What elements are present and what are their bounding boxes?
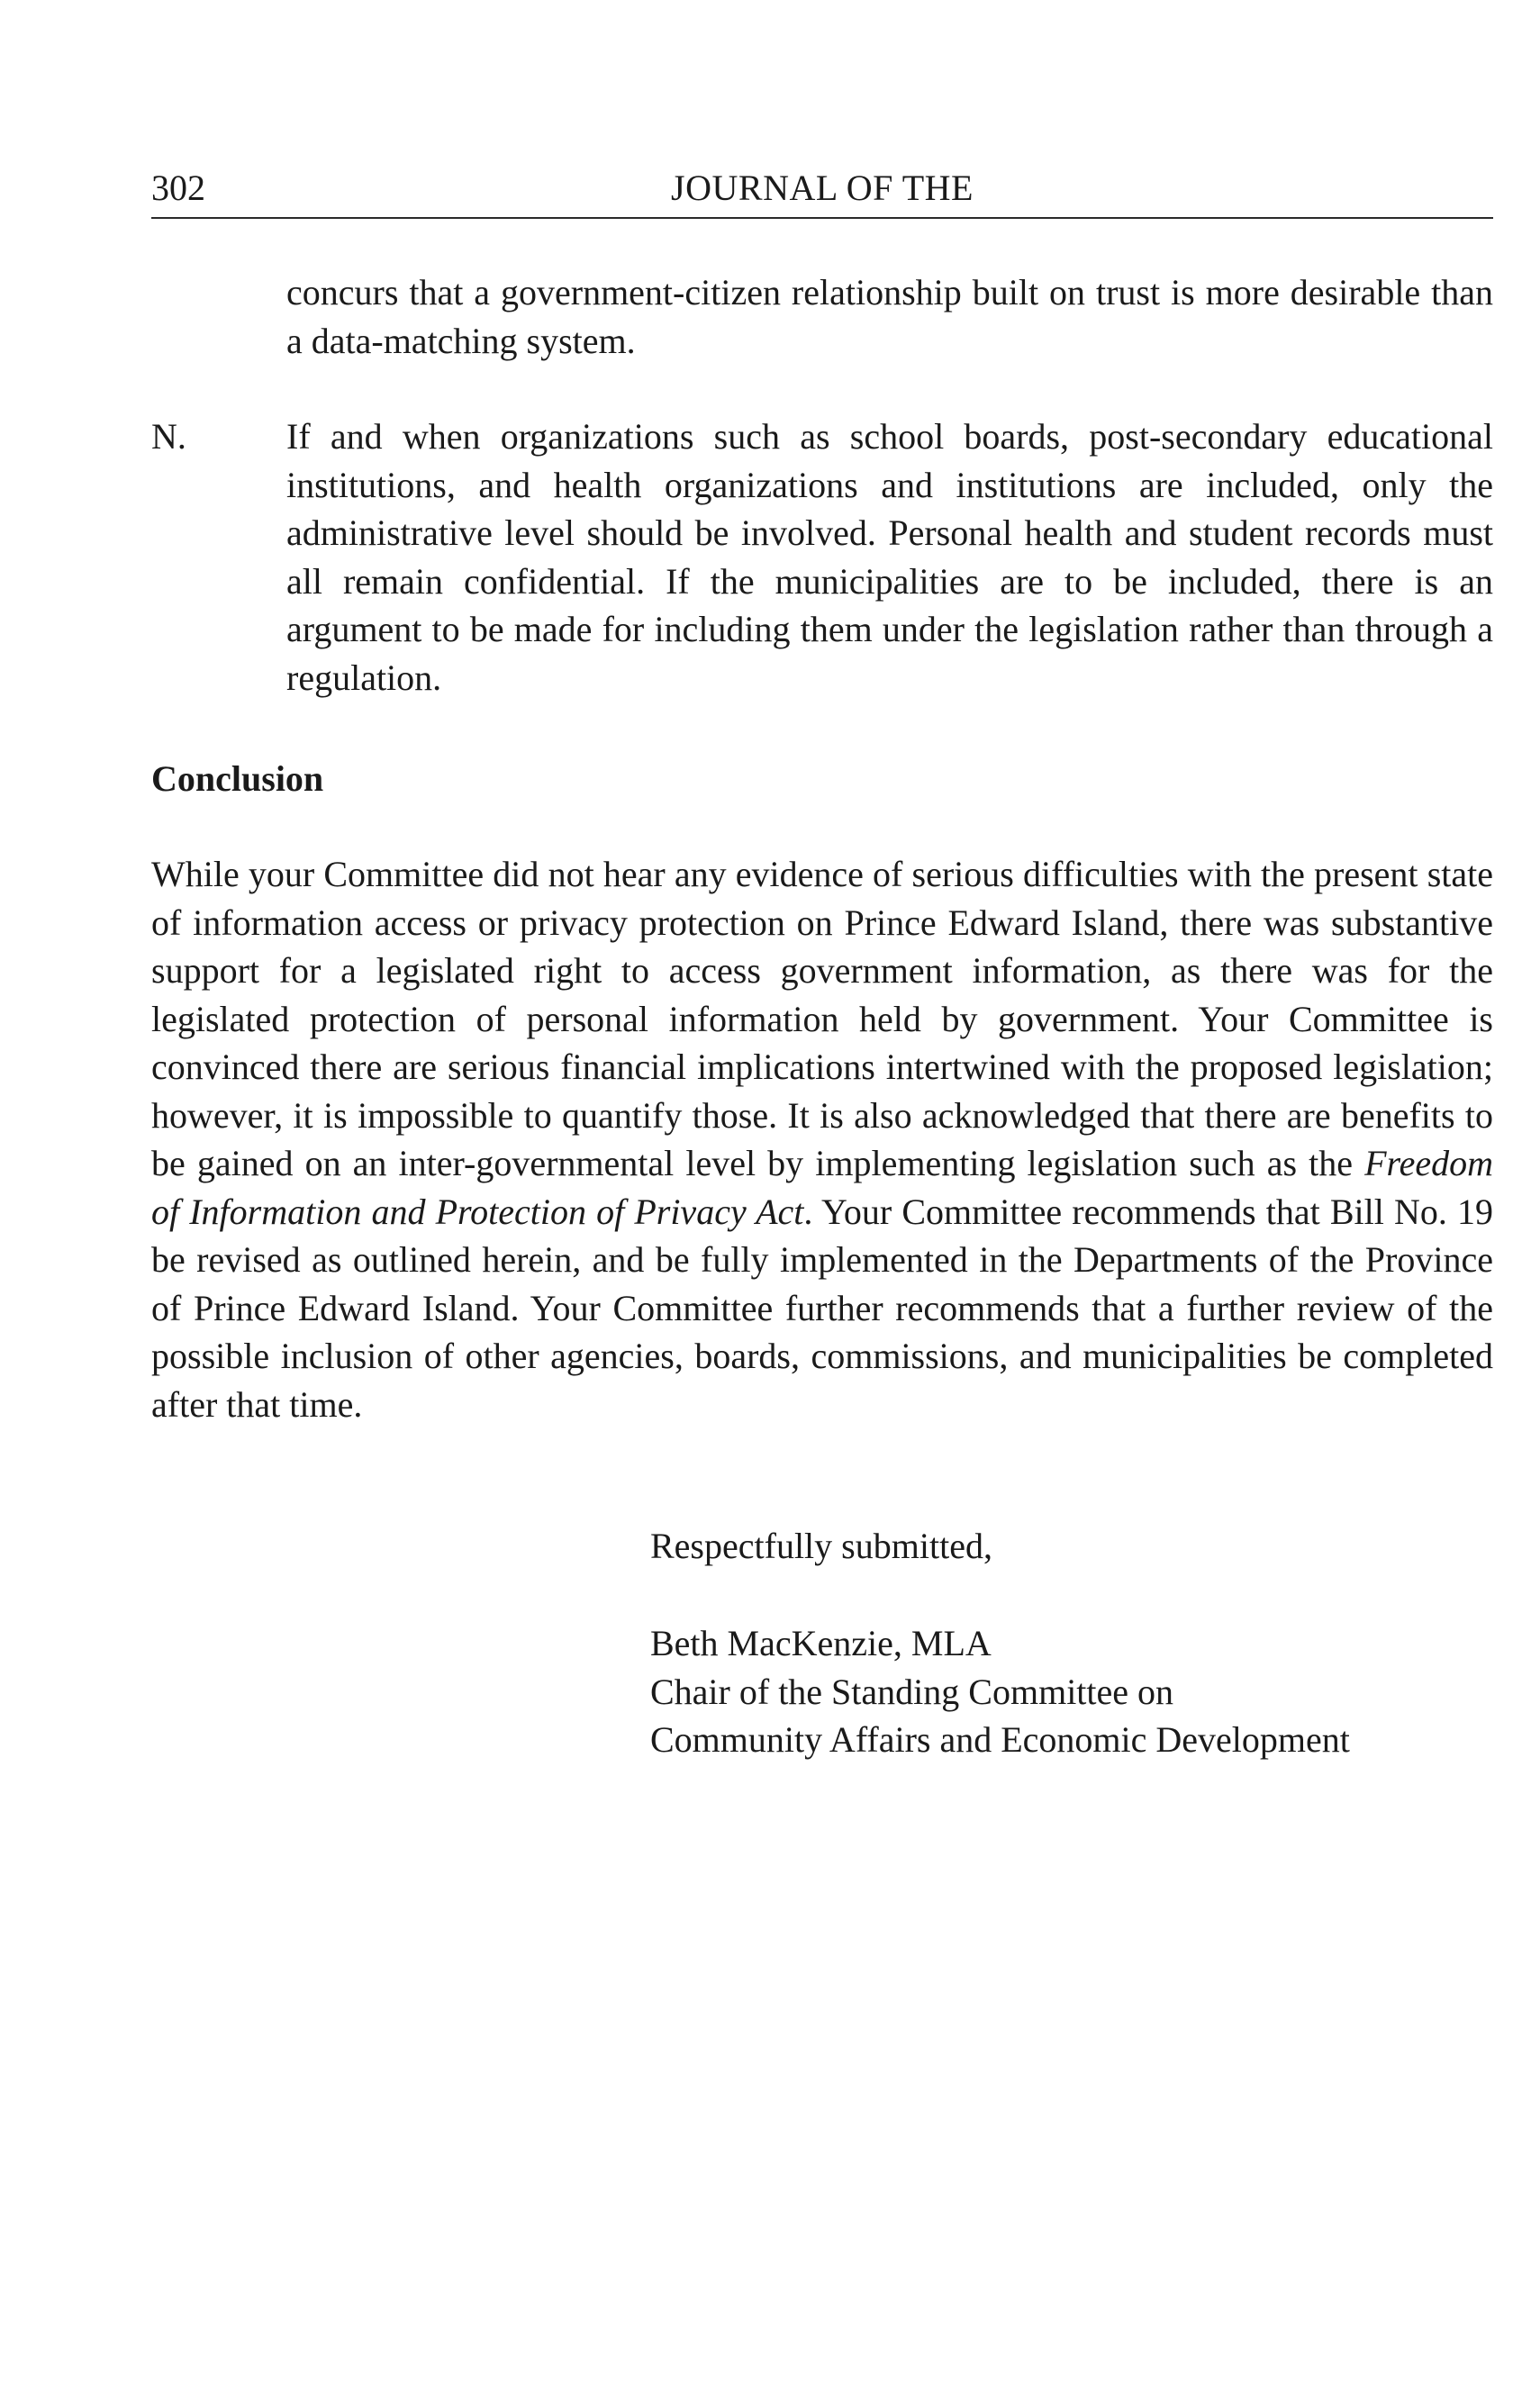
list-item-label: N. — [151, 416, 186, 457]
section-heading: Conclusion — [151, 758, 324, 799]
continuation-paragraph: concurs that a government-citizen relationship built on trust is more desirable than a data-matching system. — [286, 272, 1493, 361]
signatory-title-line-2: Community Affairs and Economic Development — [650, 1719, 1350, 1760]
list-item-text: If and when organizations such as school boards, post-secondary educational institutions, and health organizations and institutions are included, only the administrative level should be involved. Personal health and student records must all remain confidential. If the municipalities are to be included, there is an argument to be made for including them under the legislation rather than through a regulation. — [286, 416, 1493, 698]
closing-salutation: Respectfully submitted, — [650, 1526, 992, 1566]
conclusion-paragraph — [151, 850, 1493, 1428]
closing-salutation-block — [650, 1522, 1488, 1571]
signature-block — [650, 1619, 1488, 1764]
conclusion-text-end: . Your Committee recommends that Bill No. 19 be revised as outlined herein, and be fully implemented in the Departments of the Province of Prince Edward Island. Your Committee further recommends that a further review of the possible inclusion of other agencies, boards, commissions, and municipalities be completed after that time. — [151, 1191, 1494, 1425]
act-title: Freedom of Information and Protection of Privacy Act — [151, 1143, 1493, 1232]
conclusion-text-start: While your Committee did not hear any evidence of serious difficulties with the present state of information access or privacy protection on Prince Edward Island, there was substantive support for a legislated right to access government information, as there was for the legislated protection of personal information held by government. Your Committee is convinced there are serious financial implications intertwined with the proposed legislation; however, it is impossible to quantify those. It is also acknowledged that there are benefits to be gained on an inter-governmental level by implementing legislation such as the — [151, 854, 1493, 1183]
signatory-title-line-1: Chair of the Standing Committee on — [650, 1671, 1174, 1712]
page-header — [151, 167, 1493, 219]
page-number: 302 — [151, 168, 205, 208]
running-head: JOURNAL OF THE — [671, 168, 974, 208]
signatory-name: Beth MacKenzie, MLA — [650, 1623, 992, 1663]
